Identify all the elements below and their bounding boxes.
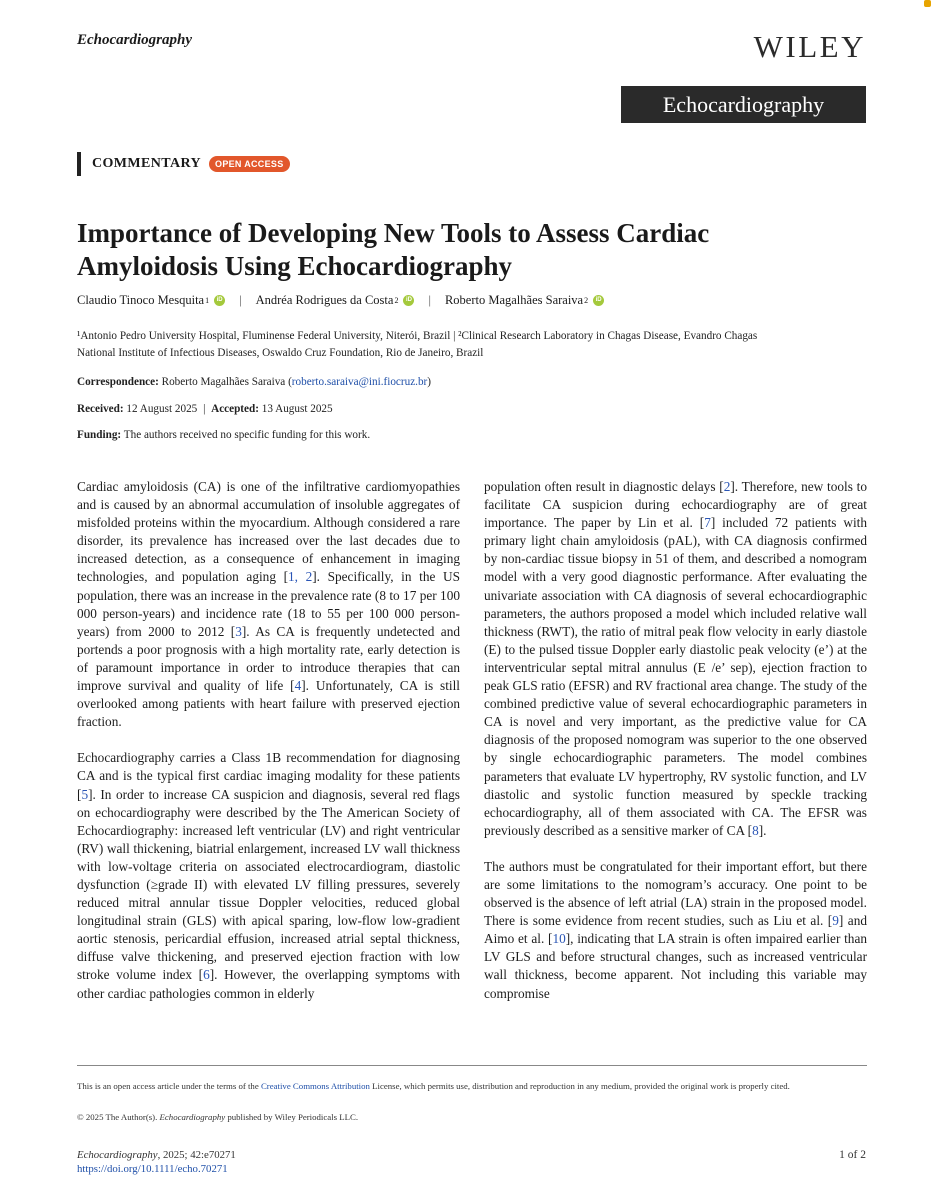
text-run: ] included 72 patients with primary light chain amyloidosis (pAL), with CA diagnosis confirmed by non-cardiac tissue biopsy in 51 of them, and described a nomogram model with a very good diagnostic performance. After evaluating the univariate association with CA diagnosis of several echocardiographic parameters, the authors proposed a model which included relative wall thickness (RWT), the ratio of mitral peak flow velocity in early diastole (E) to the pulsed tissue Doppler early diastolic peak velocity (e’) at the interventricular septal mitral annulus (E /e’ sep), ejection fraction to peak GLS ratio (EFSR) and RV fractional area change. The study of the combined predictive value of several echocardiographic parameters in CA is novel and very important, as the predictive value for CA diagnosis of the proposed nomogram was superior to the one observed by single echocardiographic parameters. The model combines parameters that evaluate LV hypertrophy, RV systolic function, and LV diastolic and systolic function measured by speckle tracking echocardiography, all of them associated with CA. The EFSR was previously described as a sensitive marker of CA [ <box>484 515 867 838</box>
doi-link[interactable]: https://doi.org/10.1111/echo.70271 <box>77 1163 228 1175</box>
author-2[interactable] <box>256 293 415 308</box>
citation-link[interactable]: 1, 2 <box>288 569 313 585</box>
paragraph <box>77 478 460 731</box>
footer-divider <box>77 1065 867 1066</box>
correspondence <box>77 376 431 388</box>
correspondence-email[interactable]: roberto.saraiva@ini.fiocruz.br <box>291 376 428 388</box>
author-separator: | <box>428 293 431 307</box>
journal-banner: Echocardiography <box>621 86 866 123</box>
copyright <box>77 1112 358 1122</box>
license-note <box>77 1079 867 1093</box>
correspondence-name: Roberto Magalhães Saraiva ( <box>161 376 292 388</box>
menu-icon[interactable] <box>924 0 931 7</box>
orcid-icon[interactable]: iD <box>403 295 414 306</box>
open-access-badge[interactable]: OPEN ACCESS <box>209 156 289 172</box>
paragraph <box>484 858 867 1003</box>
citation-link[interactable]: 8 <box>752 822 759 838</box>
affiliation-line-2: National Institute of Infectious Diseases, Oswaldo Cruz Foundation, Rio de Janeiro, Brazil <box>77 347 484 359</box>
license-link[interactable]: Creative Commons Attribution <box>260 1081 370 1091</box>
orcid-icon[interactable]: iD <box>214 295 225 306</box>
copyright-journal: Echocardiography <box>159 1112 226 1122</box>
license-text: This is an open access article under the terms of the <box>77 1081 261 1091</box>
citation-volume: , 2025; 42:e70271 <box>157 1149 236 1161</box>
citation-link[interactable]: 7 <box>704 515 711 531</box>
page-number: 1 of 2 <box>839 1149 866 1161</box>
citation-line <box>77 1149 236 1161</box>
section-rule <box>77 152 81 176</box>
body-column-right <box>484 478 867 1021</box>
license-text: License, which permits use, distribution and reproduction in any medium, provided the original work is properly cited. <box>369 1081 790 1091</box>
funding-text: The authors received no specific funding for this work. <box>123 429 371 441</box>
text-run: ]. <box>758 822 767 838</box>
author-affil-mark: 1 <box>205 296 210 305</box>
text-run: Cardiac amyloidosis (CA) is one of the infiltrative cardiomyopathies and is caused by an abnormal accumulation of insoluble aggregates of misfolded proteins within the myocardium. Although considered a rare disorder, its prevalence has increased over the last decades due to increased detection, as a consequence of enhancement in imaging technologies, and population aging [ <box>77 479 460 585</box>
affiliations <box>77 328 867 362</box>
correspondence-label: Correspondence: <box>77 376 159 388</box>
text-run: Echocardiography carries a Class 1B recommendation for diagnosing CA and is the typical first cardiac imaging modality for these patients [ <box>77 750 460 802</box>
section-label: COMMENTARY <box>92 156 202 171</box>
text-run: ]. Specifically, in the US population, there was an increase in the prevalence rate (8 to 17 per 100 000 person-years) and incidence rate (18 to 55 per 100 000 person-years) from 2000 to 2012 [ <box>77 569 460 639</box>
copyright-text: published by Wiley Periodicals LLC. <box>225 1112 359 1122</box>
section-row <box>77 152 290 176</box>
funding-label: Funding: <box>77 429 122 441</box>
received-date: 12 August 2025 <box>126 403 198 415</box>
journal-header: Echocardiography <box>77 32 193 48</box>
text-run: ]. Therefore, new tools to facilitate CA suspicion during echocardiography are of great importance. The paper by Lin et al. [ <box>484 479 868 531</box>
dates: Received: 12 August 2025 | Accepted: 13 August 2025 <box>77 403 333 415</box>
author-affil-mark: 2 <box>394 296 399 305</box>
citation-link[interactable]: 9 <box>832 913 839 929</box>
copyright-text: © 2025 The Author(s). <box>77 1112 160 1122</box>
citation-link[interactable]: 5 <box>81 786 89 802</box>
citation-journal: Echocardiography <box>77 1149 158 1161</box>
text-run: The authors must be congratulated for their important effort, but there are some limitations to the nomogram’s accuracy. One point to be observed is the absence of left atrial (LA) strain in the proposed model. There is some evidence from recent studies, such as Liu et al. [ <box>484 858 867 929</box>
citation-link[interactable]: 10 <box>552 931 566 947</box>
wiley-logo: WILEY <box>753 29 866 64</box>
funding <box>77 429 370 441</box>
paragraph <box>484 478 867 840</box>
text-run: ]. Unfortunately, CA is still overlooked among patients with heart failure with preserved ejection fraction. <box>77 678 460 730</box>
author-name: Roberto Magalhães Saraiva <box>444 293 584 307</box>
author-1[interactable] <box>77 293 225 308</box>
author-name: Claudio Tinoco Mesquita <box>77 293 205 307</box>
top-bar <box>0 0 945 14</box>
text-run: ] and Aimo et al. [ <box>484 913 868 947</box>
text-run: ]. However, the overlapping symptoms with other cardiac pathologies common in elderly <box>77 967 460 1001</box>
paragraph <box>77 749 460 1002</box>
article-title: Importance of Developing New Tools to Assess Cardiac Amyloidosis Using Echocardiography <box>77 218 710 281</box>
accepted-label: Accepted: <box>211 403 259 415</box>
author-list <box>77 293 604 308</box>
affiliation-line-1: ¹Antonio Pedro University Hospital, Fluminense Federal University, Niterói, Brazil | ²Clinical Research Laboratory in Chagas Disease, Evandro Chagas <box>77 330 758 342</box>
author-separator: | <box>239 293 242 307</box>
accepted-date: 13 August 2025 <box>261 403 333 415</box>
text-run: ]. In order to increase CA suspicion and diagnosis, several red flags on echocardiography were described by the The American Society of Echocardiography: increased left ventricular (LV) and right ventricular (RV) wall thickening, biatrial enlargement, increased LV wall thickness with low-voltage criteria on associated electrocardiogram, diastolic dysfunction (≥grade II) with elevated LV filling pressures, severely reduced mitral annular tissue Doppler velocities, reduced global longitudinal strain (GLS) with apical sparing, low-flow low-gradient aortic stenosis, pericardial effusion, increased atrial septal thickness, diffuse valve thickening, and preserved ejection fraction with low stroke volume index [ <box>77 786 460 983</box>
citation-link[interactable]: 2 <box>723 479 731 494</box>
text-run: population often result in diagnostic delays [ <box>484 479 724 494</box>
citation-link[interactable]: 3 <box>235 623 242 639</box>
author-3[interactable] <box>445 293 604 308</box>
author-affil-mark: 2 <box>584 296 589 305</box>
body-column-left <box>77 478 460 1021</box>
received-label: Received: <box>77 403 124 415</box>
citation-link[interactable]: 4 <box>294 678 302 694</box>
orcid-icon[interactable]: iD <box>593 295 604 306</box>
author-name: Andréa Rodrigues da Costa <box>255 293 394 307</box>
citation-link[interactable]: 6 <box>203 967 210 983</box>
correspondence-close: ) <box>427 376 432 388</box>
text-run: ]. As CA is frequently undetected and portends a poor prognosis with a high mortality rate, early detection is of paramount importance in order to introduce therapies that can improve survival and quality of life [ <box>77 623 460 694</box>
text-run: ], indicating that LA strain is often impaired earlier than LV GLS and before structural changes, such as increased ventricular wall thickness, become apparent. Not including this variable may compromise <box>484 931 867 1001</box>
